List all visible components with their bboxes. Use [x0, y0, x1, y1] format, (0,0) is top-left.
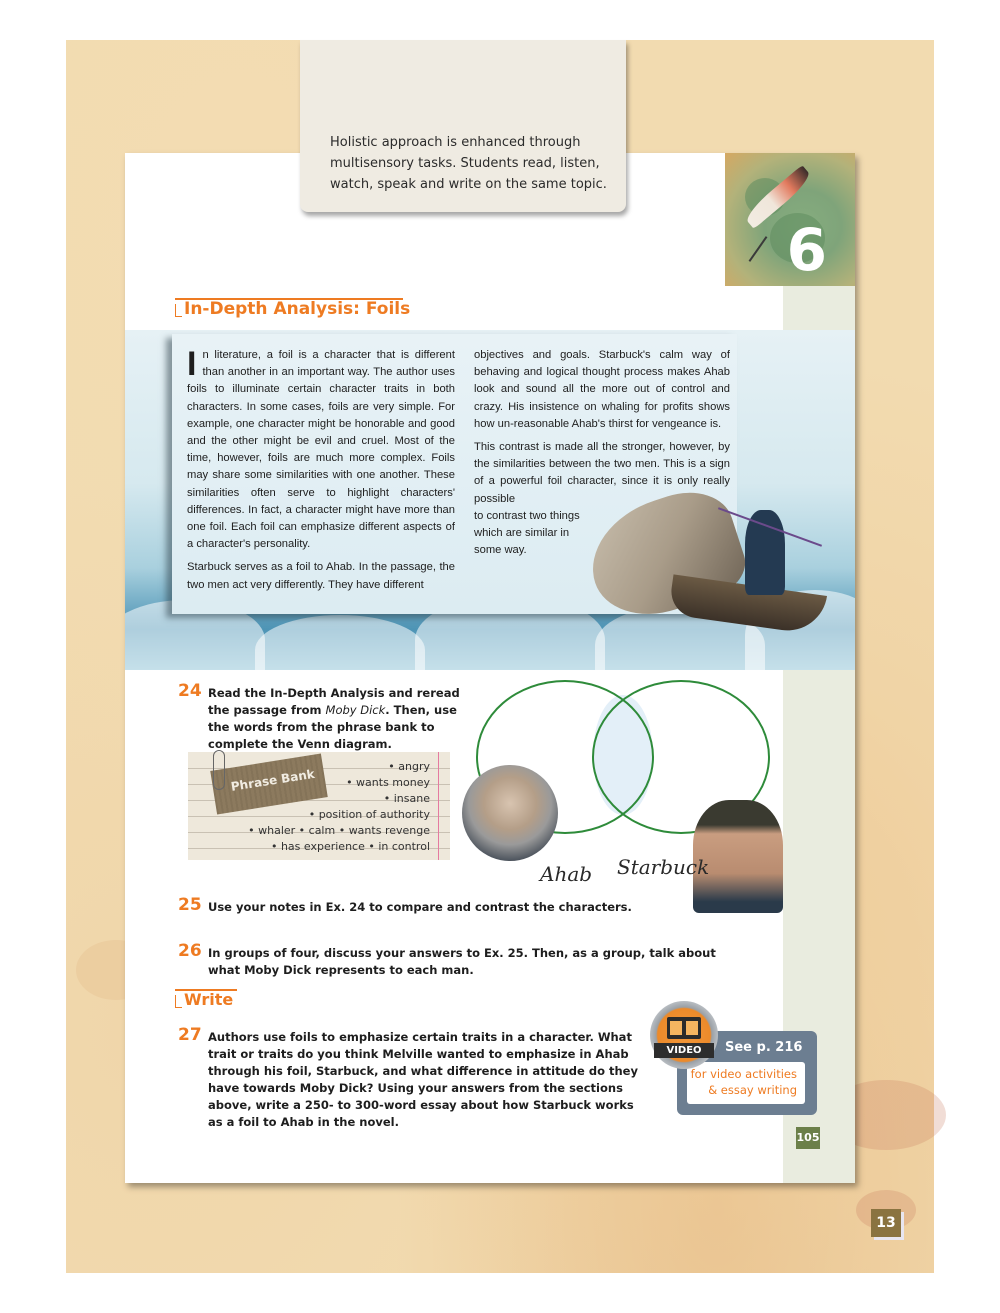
heading-bracket — [175, 304, 182, 317]
ahab-label: Ahab — [540, 862, 593, 886]
phrase-item: • has experience • in control — [270, 840, 430, 853]
video-label: VIDEO — [654, 1043, 714, 1058]
exercise-text: Authors use foils to emphasize certain traits in a character. What trait or traits do you think Melville wanted to emphasize in Ahab through his foil, Starbuck, and what difference in attitude do they have towards Moby Dick? Using your answers from the sections above, write a 250- to 300-word essay about how Starbuck works as a foil to Ahab in the novel. — [208, 1030, 638, 1129]
phrase-item: • position of authority — [308, 808, 430, 821]
exercise-text: Use your notes in Ex. 24 to compare and contrast the characters. — [208, 900, 632, 914]
harpooner-illustration — [745, 510, 785, 595]
exercise-27 — [178, 1025, 648, 1131]
phrase-bank-title: Phrase Bank — [229, 766, 316, 794]
film-strip-icon — [667, 1017, 701, 1039]
analysis-column-right — [474, 347, 730, 559]
exercise-26 — [178, 941, 748, 979]
paragraph: This contrast is made all the stronger, however, by the similarities between the two men. This is a sign of a powerful foil character, since it is only really possible — [474, 441, 730, 505]
exercise-text: In groups of four, discuss your answers to Ex. 25. Then, as a group, talk about what Moby Dick represents to each man. — [208, 946, 716, 977]
exercise-text: Read the In-Depth Analysis and reread the passage from — [208, 686, 460, 717]
starbuck-label: Starbuck — [617, 855, 710, 879]
paragraph: Starbuck serves as a foil to Ahab. In the passage, the two men act very differently. They have different — [187, 561, 455, 591]
unit-number: 6 — [786, 216, 827, 284]
video-description-line: & essay writing — [708, 1083, 797, 1097]
unit-badge — [725, 153, 855, 286]
exercise-number: 24 — [178, 681, 202, 701]
exercise-number: 26 — [178, 941, 202, 961]
callout-text: Holistic approach is enhanced through multisensory tasks. Students read, listen, watch, speak and write on the same topic. — [330, 135, 607, 192]
paragraph: objectives and goals. Starbuck's calm way of behaving and logical thought process makes Ahab look and sound all the more out of control and crazy. His insistence on whaling for profits shows how un-reasonable Ahab's thirst for vengeance is. — [474, 349, 730, 430]
phrase-item: • insane — [383, 792, 430, 805]
phrase-item: • whaler • calm • wants revenge — [248, 824, 430, 837]
margin-line — [438, 752, 439, 860]
callout-box — [300, 40, 626, 212]
book-title: Moby Dick — [325, 703, 386, 717]
ahab-portrait — [462, 765, 558, 861]
analysis-column-left — [187, 347, 455, 600]
phrase-list — [248, 759, 430, 855]
film-frame — [670, 1021, 682, 1035]
video-description — [687, 1062, 805, 1104]
phrase-item: • angry — [388, 760, 430, 773]
section-heading-in-depth — [175, 298, 411, 324]
heading-bracket — [175, 995, 182, 1008]
film-frame — [686, 1021, 698, 1035]
paperclip-icon — [213, 750, 225, 790]
outer-page-number: 13 — [871, 1209, 901, 1237]
video-description-line: for video activities — [690, 1067, 797, 1081]
exercise-text: . Then, use the words from the phrase bank to complete the Venn diagram. — [208, 703, 457, 751]
section-heading-write — [175, 989, 237, 1013]
paragraph-text: n literature, a foil is a character that is different than another in an important way. The author uses foils to illuminate certain character traits in both characters. In some cases, foils are very simple. For example, one character might be honorable and good and the other might be evil and cruel. Most of the time, however, foils are much more complex. Foils may share some similarities with one another. These similarities often serve to highlight characters' differences. In fact, a character might have more than one foil. Each foil can emphasize different aspects of a character's personality. — [187, 349, 455, 551]
quill-stem — [749, 236, 768, 262]
inner-page-number: 105 — [796, 1127, 820, 1149]
drop-cap: I — [187, 345, 197, 383]
exercise-25 — [178, 895, 708, 916]
phrase-item: • wants money — [346, 776, 430, 789]
see-page-link[interactable]: See p. 216 — [725, 1040, 803, 1055]
exercise-number: 25 — [178, 895, 202, 915]
paragraph-line: which are similar in — [474, 527, 570, 540]
paragraph — [187, 347, 455, 553]
phrase-bank — [188, 752, 450, 860]
exercise-number: 27 — [178, 1025, 202, 1045]
heading-text: Write — [184, 990, 234, 1009]
paragraph-line: to contrast two things — [474, 509, 580, 522]
in-depth-analysis-panel — [125, 330, 855, 670]
heading-text: In-Depth Analysis: Foils — [184, 299, 411, 319]
paragraph-line: some way. — [474, 544, 527, 557]
exercise-24 — [178, 681, 478, 753]
video-badge[interactable] — [650, 1001, 718, 1069]
